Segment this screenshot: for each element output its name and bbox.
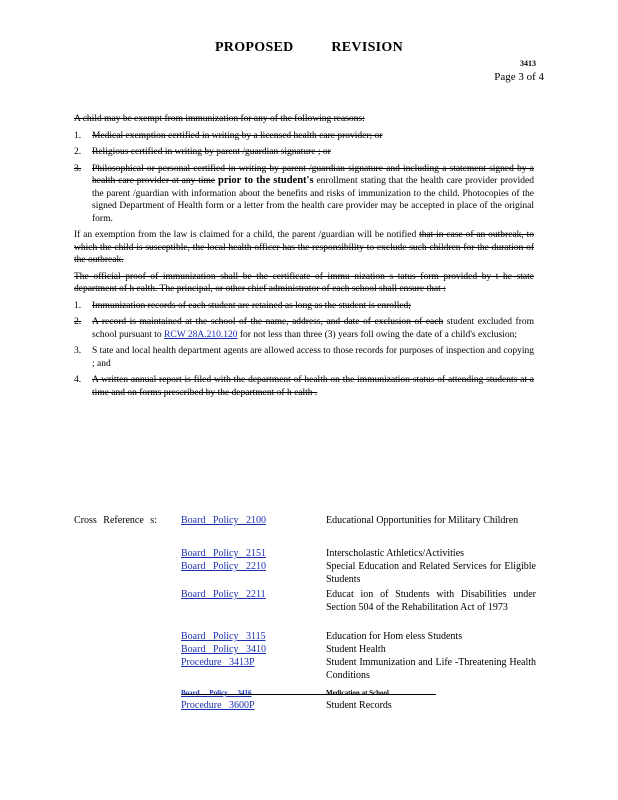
policy-link[interactable]: Board Policy 2151	[181, 548, 266, 559]
policy-link[interactable]: Board Policy 3410	[181, 644, 266, 655]
policy-link[interactable]: Board Policy 2100	[181, 515, 266, 526]
policy-link[interactable]: Procedure 3413P	[181, 657, 255, 668]
policy-description: Student Immunization and Life -Threatening Health Conditions	[326, 657, 536, 681]
policy-link[interactable]: Procedure 3600P	[181, 700, 255, 711]
reason-text: Medical exemption certified in writing by a licensed health care provider; or	[92, 130, 383, 141]
duty-item-4	[74, 374, 534, 399]
list-number: 4.	[74, 375, 82, 385]
policy-description: Special Education and Related Services for Eligible Students	[326, 561, 536, 585]
duty-text-struck: A record is maintained at the school of the name, address, and date of exclusion of each	[92, 317, 444, 327]
divider-rule	[181, 694, 436, 695]
policy-link[interactable]: Board Policy 2210	[181, 561, 266, 572]
duty-text: A written annual report is filed with the department of health on the immunization status of attending students at a time and on forms prescribed by the department of h ealth .	[92, 375, 534, 398]
duty-item-3	[74, 345, 534, 370]
policy-description: Medication at School	[326, 689, 389, 697]
document-title: PROPOSED REVISION	[214, 40, 404, 55]
policy-link[interactable]: Board Policy 2211	[181, 589, 266, 600]
reason-text-inserted: prior to the student's	[218, 175, 314, 186]
reason-text: Religious certified in writing by parent /guardian signature ; or	[92, 147, 331, 157]
list-number: 2.	[74, 147, 82, 157]
policy-description: Student Records	[326, 700, 392, 711]
rcw-link[interactable]: RCW 28A.210.120	[164, 329, 238, 340]
list-number: 1.	[74, 300, 82, 311]
reason-medical	[74, 130, 534, 143]
policy-body	[74, 113, 534, 403]
reason-text-struck: Philosophical or personal certified in writing by parent /guardian signature and including a statement signed by a health care provider at any time	[92, 163, 534, 186]
exemption-intro: A child may be exempt from immunization for any of the following reasons:	[74, 114, 365, 124]
official-proof-paragraph: The official proof of immunization shall be the certificate of immu nization s tatus form provided by t he state department of h ealth. The principal, or other chief administrator of each school shall ensure that :	[74, 271, 534, 294]
policy-description: Education for Hom eless Students	[326, 631, 463, 642]
reason-text: enrollment stating that the health care provider provided the parent /guardian with information about the benefits and risks of immunization to the child. Photocopies of the signed Department of Health form or a letter from the health care provider may be accepted in place of the original form.	[92, 176, 534, 224]
list-number: 3.	[74, 163, 82, 174]
duty-text: Immunization records of each student are retained as long as the student is enrolled;	[92, 300, 411, 311]
reason-philosophical	[74, 163, 534, 226]
duty-item-1	[74, 300, 534, 313]
policy-link[interactable]: Board Policy 3115	[181, 631, 266, 642]
duty-text: S tate and local health department agents are allowed access to those records for purposes of inspection and copying ; and	[92, 346, 534, 369]
duty-text: for not less than three (3) years foll owing the date of a child's exclusion;	[239, 329, 518, 340]
exemption-paragraph	[74, 229, 534, 267]
list-number: 3.	[74, 346, 82, 356]
duty-text: student excluded from school pursuant to	[92, 317, 535, 340]
policy-number: 3413	[520, 59, 536, 68]
policy-description: Educat ion of Students with Disabilities under Section 504 of the Rehabilitation Act of 1973	[326, 589, 536, 613]
cross-reference-label: Cross Reference s:	[74, 515, 157, 526]
policy-description: Interscholastic Athletics/Activities	[326, 548, 465, 559]
exemption-text: If an exemption from the law is claimed for a child, the parent /guardian will be notified	[74, 230, 417, 240]
policy-description: Student Health	[326, 644, 386, 655]
page-number: Page 3 of 4	[494, 71, 544, 83]
list-number: 1.	[74, 130, 82, 141]
duty-item-2	[74, 316, 534, 341]
exemption-text-struck: that in case of an outbreak, to which the child is susceptible, the local health officer has the responsibility to exclude such children for the duration of the outbreak.	[74, 230, 534, 265]
policy-link[interactable]: Board Policy 3416	[181, 689, 252, 697]
reason-religious	[74, 146, 534, 159]
policy-description: Educational Opportunities for Military Children	[326, 515, 519, 526]
list-number: 2.	[74, 317, 82, 327]
